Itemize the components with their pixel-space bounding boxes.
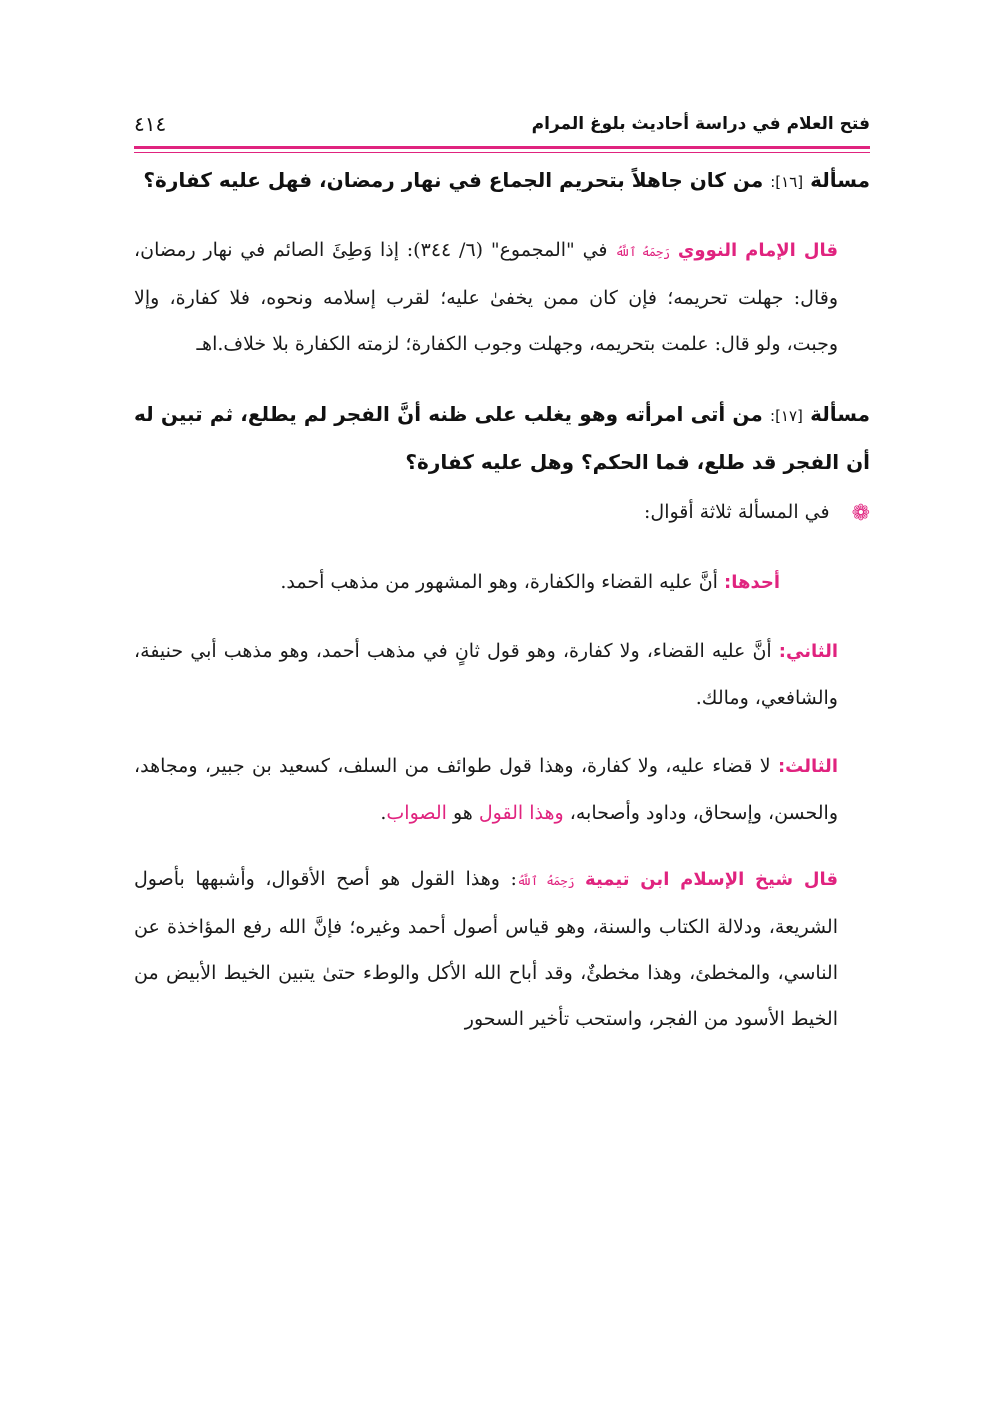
nawawi-lead: قال الإمام النووي — [677, 240, 839, 261]
second-text: أنَّ عليه القضاء، ولا كفارة، وهو قول ثانٍ في مذهب أحمد، وهو مذهب أبي حنيفة، والشافعي، ومالك. — [134, 640, 838, 709]
ibn-taymiyya-paragraph — [134, 856, 870, 1042]
issue-17 — [134, 391, 870, 485]
issue-16-prefix: مسألة — [810, 168, 870, 192]
ibn-taymiyya-text: : وهذا القول هو أصح الأقوال، وأشبهها بأصول الشريعة، ودلالة الكتاب والسنة، وهو قياس أصول أحمد وغيره؛ فإنَّ الله رفع المؤاخذة عن الناسي، والمخطئ، وهذا مخطئٌ، وقد أباح الله الأكل والوطء حتىٰ يتبين الخيط الأبيض من الخيط الأسود من الفجر، واستحب تأخير السحور — [134, 868, 838, 1030]
third-highlight-2: الصواب — [386, 802, 447, 824]
first-opinion — [134, 559, 870, 606]
first-text: أنَّ عليه القضاء والكفارة، وهو المشهور من مذهب أحمد. — [280, 571, 718, 593]
third-lead: الثالث: — [777, 756, 838, 777]
second-opinion — [134, 628, 870, 721]
third-mid: هو — [452, 802, 473, 824]
page-number: ٤١٤ — [134, 112, 167, 136]
honorific: رَحِمَهُ ٱللَّهُ — [615, 245, 671, 259]
issue-17-text: من أتى امرأته وهو يغلب على ظنه أنَّ الفجر لم يطلع، ثم تبين له أن الفجر قد طلع، فما الحكم؟ وهل عليه كفارة؟ — [134, 402, 870, 474]
header-rule-thick — [134, 146, 870, 149]
nawawi-paragraph — [134, 227, 870, 367]
page — [134, 100, 870, 1042]
issue-17-number: [١٧]: — [770, 407, 803, 425]
book-title: فتح العلام في دراسة أحاديث بلوغ المرام — [531, 114, 870, 134]
issue-16-number: [١٦]: — [770, 173, 804, 191]
issue-17-prefix: مسألة — [810, 402, 871, 426]
third-highlight-1: وهذا القول — [478, 802, 564, 824]
third-opinion — [134, 743, 870, 836]
second-lead: الثاني: — [778, 641, 838, 662]
intro-text: في المسألة ثلاثة أقوال: — [643, 501, 830, 523]
header-rule-thin — [134, 152, 870, 153]
running-header — [134, 100, 870, 146]
ibn-taymiyya-lead: قال شيخ الإسلام ابن تيمية — [585, 869, 838, 890]
nawawi-text: في "المجموع" (٦/ ٣٤٤): إذا وَطِئَ الصائم في نهار رمضان، وقال: جهلت تحريمه؛ فإن كان ممن يخفىٰ عليه؛ لقرب إسلامه ونحوه، فلا كفارة، وإلا وجبت، ولو قال: علمت بتحريمه، وجهلت وجوب الكفارة؛ لزمته الكفارة بلا خلاف.اهـ — [134, 239, 838, 355]
honorific: رَحِمَهُ ٱللَّهُ — [516, 874, 575, 888]
issue-16 — [134, 157, 870, 205]
issue-16-text: من كان جاهلاً بتحريم الجماع في نهار رمضان، فهل عليه كفارة؟ — [143, 168, 764, 192]
first-lead: أحدها: — [724, 572, 780, 593]
intro-line — [134, 489, 870, 537]
flower-ornament-icon: ❁ — [851, 501, 870, 526]
third-end: . — [380, 802, 387, 824]
third-text: لا قضاء عليه، ولا كفارة، وهذا قول طوائف من السلف، كسعيد بن جبير، ومجاهد، والحسن، وإسحاق، وداود وأصحابه، — [134, 755, 838, 824]
